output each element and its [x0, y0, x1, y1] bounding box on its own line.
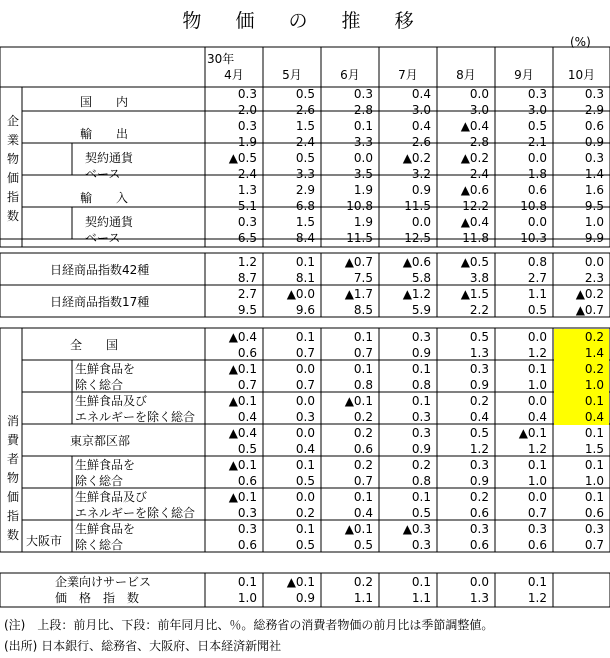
table-cell: 0.3: [584, 151, 604, 165]
table-cell: 11.8: [462, 231, 489, 245]
table-cell: 1.3: [237, 183, 257, 197]
table-cell: 0.0: [469, 87, 489, 101]
table-cell: 0.3: [527, 522, 547, 536]
table-cell: 1.0: [237, 591, 257, 605]
table-cell: 0.2: [295, 506, 315, 520]
table-cell: 0.4: [527, 410, 547, 424]
table-cell: 0.0: [353, 151, 373, 165]
table-cell: 1.0: [584, 215, 604, 229]
table-cell: 0.3: [237, 522, 257, 536]
table-cell: 0.3: [469, 522, 489, 536]
table-cell: ▲0.6: [460, 183, 489, 197]
table-cell: 0.6: [584, 506, 604, 520]
table-cell: 0.5: [295, 151, 315, 165]
table-cell: 2.9: [584, 103, 604, 117]
table-cell: ▲0.6: [402, 255, 431, 269]
table-cell: 6.5: [237, 231, 257, 245]
table-cell: 0.4: [295, 442, 315, 456]
table-cell: 0.4: [353, 506, 373, 520]
table-cell: 0.7: [295, 378, 315, 392]
table-cell: 9.9: [584, 231, 604, 245]
table-cell: 0.1: [295, 522, 315, 536]
row-label: 輸 出: [80, 127, 129, 141]
table-cell: ▲0.5: [228, 151, 257, 165]
table-cell: 0.1: [584, 426, 604, 440]
row-label: 生鮮食品を: [75, 522, 136, 536]
table-cell: 0.2: [584, 330, 604, 344]
row-label: 国 内: [80, 95, 129, 109]
table-cell: 0.5: [237, 442, 257, 456]
table-cell: 9.6: [295, 303, 315, 317]
table-cell: ▲0.1: [228, 490, 257, 504]
row-label: エネルギーを除く総合: [75, 506, 196, 520]
table-cell: 1.2: [237, 255, 257, 269]
table-cell: 0.9: [411, 183, 431, 197]
table-cell: 2.9: [295, 183, 315, 197]
table-cell: 0.3: [295, 410, 315, 424]
table-cell: ▲0.1: [518, 426, 547, 440]
table-cell: ▲0.1: [228, 362, 257, 376]
table-cell: 1.0: [527, 474, 547, 488]
table-cell: 0.0: [295, 362, 315, 376]
table-cell: 1.4: [584, 167, 604, 181]
table-cell: 0.5: [353, 538, 373, 552]
table-cell: 0.3: [237, 215, 257, 229]
table-cell: ▲1.7: [344, 287, 373, 301]
table-cell: 1.3: [469, 346, 489, 360]
table-cell: 10.8: [346, 199, 373, 213]
table-cell: ▲0.1: [344, 522, 373, 536]
table-cell: 0.0: [469, 575, 489, 589]
table-cell: 1.0: [527, 378, 547, 392]
table-cell: 0.4: [411, 119, 431, 133]
row-label: 生鮮食品を: [75, 458, 136, 472]
table-cell: 8.7: [237, 271, 257, 285]
table-cell: 1.4: [584, 346, 604, 360]
table-cell: 2.8: [469, 135, 489, 149]
table-cell: 1.5: [295, 119, 315, 133]
table-cell: 0.3: [411, 426, 431, 440]
table-cell: 3.2: [411, 167, 431, 181]
row-label: 契約通貨: [85, 215, 134, 229]
month-header: 7月: [398, 68, 418, 82]
table-cell: 0.6: [584, 119, 604, 133]
table-cell: 0.1: [527, 575, 547, 589]
table-cell: 0.8: [411, 378, 431, 392]
row-label: 除く総合: [75, 538, 124, 552]
table-cell: 0.3: [353, 87, 373, 101]
table-cell: 0.3: [411, 330, 431, 344]
table-cell: 0.0: [295, 426, 315, 440]
table-cell: 0.4: [411, 87, 431, 101]
table-cell: ▲0.2: [402, 151, 431, 165]
table-cell: 0.9: [469, 474, 489, 488]
table-cell: ▲0.7: [344, 255, 373, 269]
table-cell: 0.1: [584, 490, 604, 504]
table-cell: 0.2: [353, 575, 373, 589]
table-cell: 0.3: [237, 506, 257, 520]
table-cell: 0.6: [469, 538, 489, 552]
table-cell: 12.5: [404, 231, 431, 245]
table-cell: 1.0: [584, 378, 604, 392]
table-cell: 0.0: [527, 394, 547, 408]
row-label: 企業向けサービス: [55, 575, 152, 589]
table-cell: 0.3: [469, 362, 489, 376]
note-text: (注) 上段：前月比、下段：前年同月比、％。総務省の消費者物価の前月比は季節調整値。: [4, 618, 494, 632]
page-title: 物 価 の 推 移: [182, 10, 428, 32]
table-cell: 0.5: [295, 474, 315, 488]
table-cell: 1.2: [469, 442, 489, 456]
table-cell: 3.8: [469, 271, 489, 285]
table-cell: 0.3: [237, 87, 257, 101]
table-cell: 1.2: [527, 346, 547, 360]
table-cell: 1.0: [584, 474, 604, 488]
table-cell: 0.0: [527, 490, 547, 504]
row-label: 生鮮食品及び: [75, 490, 148, 504]
table-cell: 0.7: [353, 346, 373, 360]
table-cell: 0.2: [584, 362, 604, 376]
table-cell: 0.1: [527, 362, 547, 376]
table-cell: 0.3: [584, 522, 604, 536]
table-cell: 0.1: [527, 458, 547, 472]
table-cell: 0.9: [411, 346, 431, 360]
table-cell: 10.8: [520, 199, 547, 213]
month-header: 8月: [456, 68, 476, 82]
table-cell: 1.2: [527, 442, 547, 456]
table-cell: ▲1.5: [460, 287, 489, 301]
table-cell: 0.1: [411, 362, 431, 376]
table-cell: 0.5: [469, 426, 489, 440]
row-label: 日経商品指数42種: [50, 263, 150, 277]
table-cell: 0.8: [527, 255, 547, 269]
table-cell: 0.5: [411, 506, 431, 520]
table-cell: 1.9: [353, 215, 373, 229]
table-cell: 0.4: [469, 410, 489, 424]
table-cell: 5.8: [411, 271, 431, 285]
table-cell: 2.4: [237, 167, 257, 181]
month-header: 9月: [514, 68, 534, 82]
row-label: 除く総合: [75, 474, 124, 488]
table-cell: 0.2: [353, 426, 373, 440]
osaka-label: 大阪市: [26, 534, 63, 548]
row-label: 輸 入: [80, 191, 129, 205]
month-header: 10月: [567, 68, 596, 82]
table-cell: 0.1: [411, 490, 431, 504]
table-cell: 0.5: [469, 330, 489, 344]
table-cell: ▲0.1: [286, 575, 315, 589]
table-cell: 0.1: [237, 575, 257, 589]
table-cell: 2.4: [469, 167, 489, 181]
table-cell: 0.0: [584, 255, 604, 269]
month-header: 4月: [224, 68, 244, 82]
table-cell: 0.5: [295, 87, 315, 101]
table-cell: 3.3: [353, 135, 373, 149]
table-cell: 0.9: [469, 378, 489, 392]
year-label: 30年: [207, 52, 235, 66]
table-cell: 0.1: [584, 458, 604, 472]
table-cell: 1.6: [584, 183, 604, 197]
table-cell: 0.6: [237, 346, 257, 360]
table-cell: 7.5: [353, 271, 373, 285]
row-label: 東京都区部: [70, 434, 131, 448]
table-cell: 0.5: [295, 538, 315, 552]
table-cell: 2.4: [295, 135, 315, 149]
table-cell: 0.1: [411, 394, 431, 408]
table-cell: 0.0: [527, 330, 547, 344]
table-cell: 0.2: [469, 490, 489, 504]
table-cell: 0.4: [237, 410, 257, 424]
table-cell: 1.3: [469, 591, 489, 605]
table-cell: 0.3: [469, 458, 489, 472]
table-cell: 1.1: [411, 591, 431, 605]
table-cell: 5.1: [237, 199, 257, 213]
table-cell: 0.1: [295, 458, 315, 472]
table-cell: ▲1.2: [402, 287, 431, 301]
month-header: 5月: [282, 68, 302, 82]
table-cell: 0.6: [469, 506, 489, 520]
table-cell: 0.6: [353, 442, 373, 456]
row-label: 生鮮食品及び: [75, 394, 148, 408]
table-cell: 3.0: [411, 103, 431, 117]
table-cell: ▲0.0: [286, 287, 315, 301]
table-cell: 0.1: [295, 330, 315, 344]
table-cell: 0.7: [353, 474, 373, 488]
table-cell: 0.5: [527, 119, 547, 133]
table-cell: 0.3: [411, 538, 431, 552]
table-cell: 0.8: [411, 474, 431, 488]
table-cell: 1.8: [527, 167, 547, 181]
table-cell: 0.0: [527, 151, 547, 165]
table-cell: 0.6: [237, 538, 257, 552]
row-label: ベース: [85, 231, 121, 245]
row-label: 除く総合: [75, 378, 124, 392]
table-cell: 1.1: [527, 287, 547, 301]
table-cell: 3.0: [527, 103, 547, 117]
table-cell: 3.5: [353, 167, 373, 181]
table-cell: ▲0.1: [228, 394, 257, 408]
table-cell: 8.4: [295, 231, 315, 245]
table-cell: ▲0.3: [402, 522, 431, 536]
table-cell: 11.5: [346, 231, 373, 245]
table-cell: 0.3: [527, 87, 547, 101]
section-label: 消 費 者 物 価 指 数: [6, 414, 19, 542]
table-cell: 0.6: [527, 538, 547, 552]
table-cell: 0.1: [584, 394, 604, 408]
table-cell: 0.0: [411, 215, 431, 229]
table-cell: 0.7: [237, 378, 257, 392]
table-cell: 1.9: [237, 135, 257, 149]
table-cell: 0.0: [295, 394, 315, 408]
table-cell: ▲0.1: [344, 394, 373, 408]
table-cell: 0.2: [469, 394, 489, 408]
row-label: 全 国: [70, 338, 119, 352]
table-cell: ▲0.4: [228, 330, 257, 344]
table-cell: 2.0: [237, 103, 257, 117]
table-cell: 1.9: [353, 183, 373, 197]
table-cell: 0.9: [295, 591, 315, 605]
table-cell: 0.6: [527, 183, 547, 197]
table-cell: 0.0: [295, 490, 315, 504]
table-cell: 11.5: [404, 199, 431, 213]
table-cell: 9.5: [584, 199, 604, 213]
table-cell: 0.8: [353, 378, 373, 392]
table-cell: 0.3: [584, 87, 604, 101]
table-cell: 0.4: [584, 410, 604, 424]
table-cell: 0.1: [353, 119, 373, 133]
table-cell: 0.1: [353, 362, 373, 376]
table-cell: 1.5: [295, 215, 315, 229]
table-cell: 1.2: [527, 591, 547, 605]
row-label: 日経商品指数17種: [50, 295, 150, 309]
table-cell: 2.8: [353, 103, 373, 117]
table-cell: 9.5: [237, 303, 257, 317]
table-cell: ▲0.4: [460, 119, 489, 133]
table-cell: 0.9: [411, 442, 431, 456]
table-cell: 0.7: [527, 506, 547, 520]
table-cell: 0.2: [411, 458, 431, 472]
table-cell: 0.1: [353, 330, 373, 344]
table-cell: 0.9: [584, 135, 604, 149]
table-cell: 8.1: [295, 271, 315, 285]
unit-label: (%): [570, 35, 591, 49]
table-cell: 12.2: [462, 199, 489, 213]
row-label: 生鮮食品を: [75, 362, 136, 376]
table-cell: 0.7: [584, 538, 604, 552]
table-cell: ▲0.4: [228, 426, 257, 440]
month-header: 6月: [340, 68, 360, 82]
table-cell: 2.6: [295, 103, 315, 117]
row-label: エネルギーを除く総合: [75, 410, 196, 424]
row-label: 契約通貨: [85, 151, 134, 165]
table-cell: ▲0.2: [460, 151, 489, 165]
table-cell: 8.5: [353, 303, 373, 317]
table-cell: 2.3: [584, 271, 604, 285]
table-cell: 2.2: [469, 303, 489, 317]
table-cell: 0.0: [527, 215, 547, 229]
table-cell: 2.7: [237, 287, 257, 301]
table-cell: ▲0.7: [575, 303, 604, 317]
table-cell: 0.6: [237, 474, 257, 488]
source-text: (出所) 日本銀行、総務省、大阪府、日本経済新聞社: [4, 639, 282, 653]
table-cell: ▲0.1: [228, 458, 257, 472]
table-cell: 0.7: [295, 346, 315, 360]
table-cell: ▲0.5: [460, 255, 489, 269]
table-cell: 5.9: [411, 303, 431, 317]
row-label: ベース: [85, 167, 121, 181]
table-cell: 2.1: [527, 135, 547, 149]
table-cell: 0.1: [353, 490, 373, 504]
table-cell: 0.1: [411, 575, 431, 589]
table-cell: 2.7: [527, 271, 547, 285]
table-cell: 0.3: [411, 410, 431, 424]
table-cell: 6.8: [295, 199, 315, 213]
section-label: 企 業 物 価 指 数: [6, 114, 19, 223]
table-cell: 3.3: [295, 167, 315, 181]
table-cell: ▲0.4: [460, 215, 489, 229]
table-cell: ▲0.2: [575, 287, 604, 301]
table-cell: 0.2: [353, 458, 373, 472]
table-cell: 0.5: [527, 303, 547, 317]
table-cell: 0.2: [353, 410, 373, 424]
table-cell: 1.1: [353, 591, 373, 605]
table-cell: 1.5: [584, 442, 604, 456]
table-cell: 3.0: [469, 103, 489, 117]
table-cell: 2.6: [411, 135, 431, 149]
table-cell: 10.3: [520, 231, 547, 245]
table-cell: 0.1: [295, 255, 315, 269]
table-cell: 0.3: [237, 119, 257, 133]
row-label: 価 格 指 数: [55, 591, 140, 605]
